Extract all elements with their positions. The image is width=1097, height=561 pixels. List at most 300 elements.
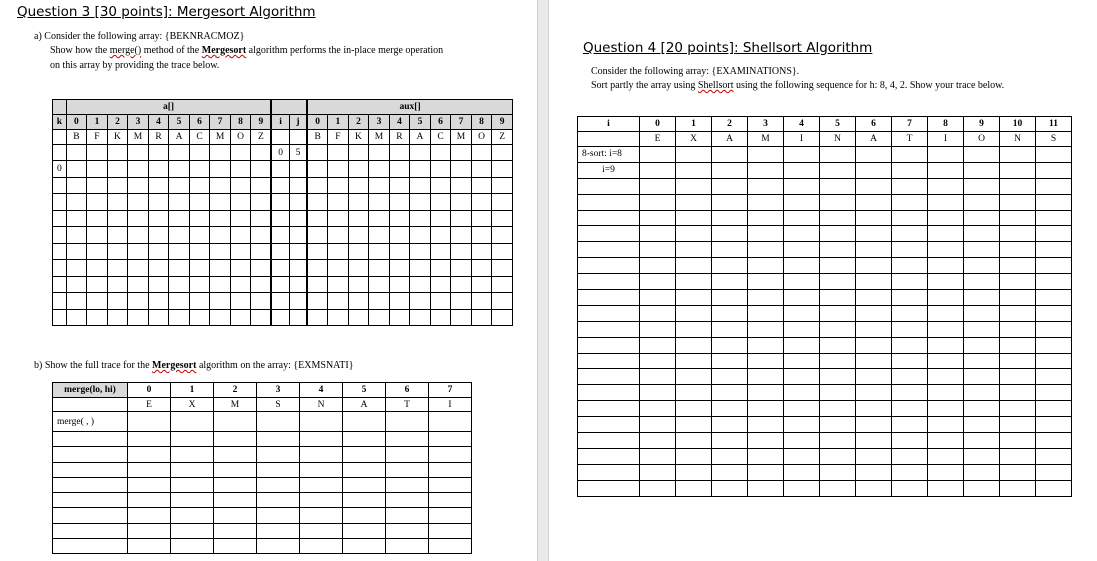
table-cell	[928, 385, 964, 401]
shellsort-trace-table	[577, 116, 1072, 497]
table-cell	[928, 178, 964, 194]
table-cell	[1036, 178, 1072, 194]
table-cell	[87, 260, 108, 277]
table-cell	[348, 293, 369, 310]
table-cell	[712, 242, 748, 258]
table-cell	[300, 432, 343, 447]
table-cell	[748, 210, 784, 226]
table-cell	[53, 293, 67, 310]
table-cell	[1036, 305, 1072, 321]
table-cell	[748, 385, 784, 401]
table-cell	[712, 353, 748, 369]
table-cell	[640, 464, 676, 480]
a-index-header: 3	[128, 115, 149, 130]
table-cell	[928, 401, 964, 417]
ij-header	[271, 100, 307, 115]
table-cell	[676, 448, 712, 464]
aux-value-cell: F	[328, 130, 349, 145]
table-cell	[578, 321, 640, 337]
table-cell	[87, 177, 108, 194]
table-cell	[251, 194, 272, 211]
table-cell	[307, 309, 328, 326]
table-cell	[107, 210, 128, 227]
table-cell	[271, 227, 289, 244]
table-row	[578, 226, 1072, 242]
a-value-cell: K	[107, 130, 128, 145]
index-header: 0	[640, 117, 676, 132]
table-cell	[640, 274, 676, 290]
table-cell	[148, 293, 169, 310]
table-cell	[748, 274, 784, 290]
table-cell	[820, 242, 856, 258]
index-header: 6	[856, 117, 892, 132]
table-cell	[1000, 448, 1036, 464]
table-cell	[676, 258, 712, 274]
table-cell	[676, 417, 712, 433]
table-cell	[1000, 417, 1036, 433]
table-cell	[128, 477, 171, 492]
table-cell	[386, 432, 429, 447]
table-cell	[712, 147, 748, 163]
index-header: 0	[128, 383, 171, 398]
table-cell	[328, 260, 349, 277]
table-cell	[87, 276, 108, 293]
table-cell	[1000, 353, 1036, 369]
corner-cell	[53, 100, 67, 115]
table-cell	[748, 162, 784, 178]
table-cell	[128, 539, 171, 554]
table-cell	[784, 417, 820, 433]
table-cell	[1036, 258, 1072, 274]
table-cell	[578, 385, 640, 401]
table-cell	[820, 178, 856, 194]
table-row	[53, 539, 472, 554]
table-cell	[748, 194, 784, 210]
table-cell	[820, 194, 856, 210]
table-cell	[53, 145, 67, 161]
table-cell	[271, 177, 289, 194]
table-cell	[251, 293, 272, 310]
table-cell	[492, 145, 513, 161]
table-cell	[676, 274, 712, 290]
table-cell	[389, 161, 410, 178]
table-cell	[748, 433, 784, 449]
table-cell	[640, 258, 676, 274]
table-cell	[148, 243, 169, 260]
table-cell	[328, 243, 349, 260]
table-cell	[214, 447, 257, 462]
index-header: 10	[1000, 117, 1036, 132]
table-row	[578, 385, 1072, 401]
table-cell	[964, 274, 1000, 290]
table-cell	[1036, 353, 1072, 369]
table-cell	[856, 464, 892, 480]
table-cell	[928, 162, 964, 178]
table-cell	[328, 177, 349, 194]
table-cell	[471, 161, 492, 178]
table-cell	[389, 227, 410, 244]
table-cell	[1036, 147, 1072, 163]
table-row	[578, 369, 1072, 385]
table-row	[53, 309, 513, 326]
table-cell	[712, 337, 748, 353]
page-gutter	[537, 0, 549, 561]
table-cell	[892, 464, 928, 480]
table-cell	[171, 539, 214, 554]
table-cell	[87, 161, 108, 178]
q4-line1: Consider the following array: {EXAMINATIONS}.	[591, 66, 800, 77]
table-cell	[169, 260, 190, 277]
table-cell	[1036, 369, 1072, 385]
table-cell	[386, 493, 429, 508]
table-cell	[307, 161, 328, 178]
table-cell	[1000, 385, 1036, 401]
table-cell	[66, 161, 87, 178]
table-cell	[471, 309, 492, 326]
table-cell	[1000, 480, 1036, 496]
a-index-header: 5	[169, 115, 190, 130]
table-cell	[492, 293, 513, 310]
table-cell	[189, 145, 210, 161]
table-cell	[1000, 290, 1036, 306]
table-cell	[128, 177, 149, 194]
a-index-header: 7	[210, 115, 231, 130]
table-cell	[928, 305, 964, 321]
table-cell	[578, 178, 640, 194]
table-cell	[429, 412, 472, 432]
table-cell	[328, 309, 349, 326]
table-cell	[429, 447, 472, 462]
table-row	[53, 293, 513, 310]
table-cell	[210, 243, 231, 260]
table-cell	[271, 243, 289, 260]
mergesort-trace-table	[52, 382, 472, 554]
table-cell	[784, 385, 820, 401]
table-cell	[856, 337, 892, 353]
table-row	[578, 433, 1072, 449]
table-cell	[892, 480, 928, 496]
table-cell	[53, 309, 67, 326]
a-index-header: 9	[251, 115, 272, 130]
value-cell: T	[386, 398, 429, 412]
table-cell	[892, 337, 928, 353]
table-cell	[748, 242, 784, 258]
table-row	[53, 383, 472, 398]
table-cell	[748, 480, 784, 496]
value-cell: E	[640, 132, 676, 147]
table-cell	[289, 227, 307, 244]
table-cell	[451, 260, 472, 277]
table-cell	[410, 194, 431, 211]
aux-value-cell: O	[471, 130, 492, 145]
index-header: 2	[214, 383, 257, 398]
table-cell	[230, 260, 251, 277]
table-cell	[856, 369, 892, 385]
table-cell	[892, 369, 928, 385]
table-cell	[210, 227, 231, 244]
table-cell	[107, 293, 128, 310]
table-cell	[928, 258, 964, 274]
table-cell	[471, 276, 492, 293]
table-cell	[820, 274, 856, 290]
table-row	[53, 508, 472, 523]
table-cell	[471, 227, 492, 244]
value-cell: S	[1036, 132, 1072, 147]
aux-value-cell: Z	[492, 130, 513, 145]
table-cell	[892, 433, 928, 449]
table-cell	[386, 462, 429, 477]
table-cell	[820, 417, 856, 433]
table-cell	[676, 162, 712, 178]
table-cell	[856, 417, 892, 433]
table-cell	[640, 417, 676, 433]
table-cell	[640, 321, 676, 337]
table-row	[578, 305, 1072, 321]
table-cell	[369, 161, 390, 178]
table-cell	[210, 260, 231, 277]
table-cell	[348, 210, 369, 227]
table-cell	[712, 369, 748, 385]
table-cell	[928, 274, 964, 290]
value-cell: E	[128, 398, 171, 412]
table-cell	[66, 276, 87, 293]
table-cell	[210, 161, 231, 178]
index-header: 8	[928, 117, 964, 132]
table-cell	[53, 130, 67, 145]
table-cell	[328, 276, 349, 293]
table-cell	[148, 210, 169, 227]
table-cell	[210, 309, 231, 326]
table-cell	[820, 385, 856, 401]
aux-index-header: 5	[410, 115, 431, 130]
table-cell	[171, 508, 214, 523]
q3a-line3: on this array by providing the trace below.	[50, 60, 220, 71]
table-cell	[410, 293, 431, 310]
table-cell	[289, 276, 307, 293]
table-cell	[578, 132, 640, 147]
table-cell	[128, 243, 149, 260]
table-cell	[640, 242, 676, 258]
table-cell	[856, 321, 892, 337]
table-cell	[856, 226, 892, 242]
table-cell	[964, 337, 1000, 353]
a-index-header: 6	[189, 115, 210, 130]
table-cell	[820, 258, 856, 274]
table-cell	[107, 194, 128, 211]
table-cell	[429, 462, 472, 477]
table-cell	[578, 433, 640, 449]
table-cell	[1036, 464, 1072, 480]
table-cell	[820, 433, 856, 449]
table-cell	[369, 276, 390, 293]
table-cell	[210, 194, 231, 211]
value-cell: N	[820, 132, 856, 147]
table-cell	[892, 162, 928, 178]
table-cell	[171, 462, 214, 477]
table-cell	[348, 243, 369, 260]
table-cell	[389, 194, 410, 211]
aux-index-header: 1	[328, 115, 349, 130]
table-cell	[210, 210, 231, 227]
table-cell	[430, 210, 451, 227]
table-row	[53, 210, 513, 227]
table-cell	[856, 480, 892, 496]
table-cell	[343, 462, 386, 477]
table-cell	[369, 210, 390, 227]
table-cell	[251, 276, 272, 293]
table-cell	[66, 210, 87, 227]
table-row	[578, 162, 1072, 178]
table-cell	[66, 293, 87, 310]
table-cell	[66, 145, 87, 161]
table-cell	[578, 226, 640, 242]
table-cell	[892, 385, 928, 401]
table-cell	[784, 337, 820, 353]
table-cell	[389, 177, 410, 194]
table-cell	[784, 162, 820, 178]
table-cell	[430, 161, 451, 178]
table-cell	[856, 448, 892, 464]
table-cell	[578, 305, 640, 321]
table-cell	[748, 448, 784, 464]
table-cell	[676, 337, 712, 353]
index-header: 2	[712, 117, 748, 132]
table-row	[578, 178, 1072, 194]
table-cell	[128, 210, 149, 227]
table-cell	[451, 210, 472, 227]
table-cell	[251, 161, 272, 178]
table-cell	[343, 432, 386, 447]
table-cell	[578, 210, 640, 226]
a-value-cell: M	[128, 130, 149, 145]
table-cell	[214, 462, 257, 477]
table-cell	[87, 194, 108, 211]
table-cell	[856, 147, 892, 163]
table-cell	[230, 177, 251, 194]
table-row	[53, 161, 513, 178]
table-cell	[410, 227, 431, 244]
table-cell	[784, 353, 820, 369]
table-cell	[1000, 274, 1036, 290]
a-array-header: a[]	[66, 100, 271, 115]
table-cell	[1036, 385, 1072, 401]
table-cell	[189, 276, 210, 293]
aux-value-cell: K	[348, 130, 369, 145]
table-cell	[784, 480, 820, 496]
table-row	[53, 432, 472, 447]
table-cell	[640, 210, 676, 226]
table-cell	[148, 276, 169, 293]
table-cell	[676, 242, 712, 258]
table-cell	[712, 305, 748, 321]
table-cell	[66, 227, 87, 244]
table-cell	[169, 293, 190, 310]
table-cell	[892, 290, 928, 306]
table-row	[53, 227, 513, 244]
index-header: 3	[748, 117, 784, 132]
table-cell	[271, 309, 289, 326]
table-cell	[214, 477, 257, 492]
aux-index-header: 6	[430, 115, 451, 130]
table-cell	[712, 417, 748, 433]
table-cell	[289, 177, 307, 194]
table-cell	[271, 161, 289, 178]
table-cell	[640, 162, 676, 178]
table-cell	[169, 210, 190, 227]
table-cell	[784, 369, 820, 385]
table-cell	[676, 480, 712, 496]
table-cell	[820, 147, 856, 163]
table-cell	[328, 227, 349, 244]
table-cell	[307, 177, 328, 194]
table-cell	[856, 242, 892, 258]
table-cell	[676, 210, 712, 226]
table-cell	[964, 305, 1000, 321]
table-cell	[820, 321, 856, 337]
table-cell	[87, 309, 108, 326]
table-cell	[214, 523, 257, 538]
table-cell	[210, 276, 231, 293]
table-cell	[128, 227, 149, 244]
table-cell	[748, 290, 784, 306]
table-row	[578, 417, 1072, 433]
table-cell	[107, 145, 128, 161]
table-cell	[492, 210, 513, 227]
table-cell	[257, 447, 300, 462]
table-cell	[820, 337, 856, 353]
table-cell	[1036, 290, 1072, 306]
table-cell	[307, 210, 328, 227]
table-cell	[430, 177, 451, 194]
table-cell	[257, 412, 300, 432]
a-value-cell: O	[230, 130, 251, 145]
table-cell	[451, 227, 472, 244]
aux-index-header: 8	[471, 115, 492, 130]
table-cell	[300, 412, 343, 432]
table-cell	[892, 417, 928, 433]
table-cell	[1000, 226, 1036, 242]
table-cell	[128, 493, 171, 508]
table-row	[53, 523, 472, 538]
table-cell	[53, 432, 128, 447]
table-row	[53, 100, 513, 115]
table-cell	[892, 210, 928, 226]
table-cell	[964, 242, 1000, 258]
merge-trace-table	[52, 99, 513, 326]
table-cell	[964, 210, 1000, 226]
table-cell	[578, 369, 640, 385]
table-cell	[676, 433, 712, 449]
table-cell	[171, 432, 214, 447]
table-cell	[676, 226, 712, 242]
aux-value-cell: B	[307, 130, 328, 145]
table-cell	[928, 448, 964, 464]
table-cell	[820, 210, 856, 226]
merge-row-label: merge( , )	[53, 412, 128, 432]
table-cell	[214, 539, 257, 554]
table-cell	[492, 194, 513, 211]
table-cell	[128, 161, 149, 178]
index-header: 9	[964, 117, 1000, 132]
value-cell: O	[964, 132, 1000, 147]
table-cell	[171, 523, 214, 538]
table-cell	[289, 130, 307, 145]
table-cell	[964, 290, 1000, 306]
table-cell	[189, 194, 210, 211]
table-row	[578, 132, 1072, 147]
table-cell	[820, 464, 856, 480]
table-cell	[784, 290, 820, 306]
